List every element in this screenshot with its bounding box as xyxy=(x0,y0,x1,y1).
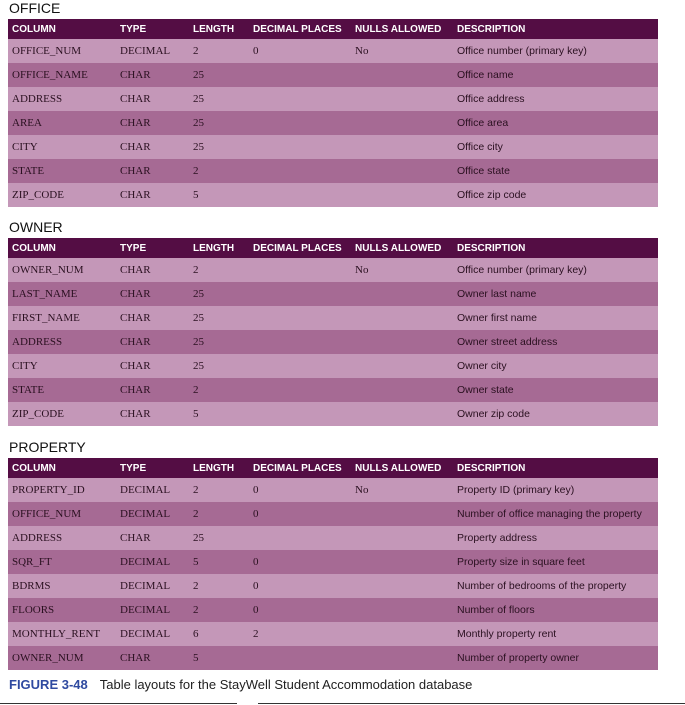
cell-description: Office address xyxy=(453,87,658,111)
cell-description: Owner first name xyxy=(453,306,658,330)
cell-description: Office area xyxy=(453,111,658,135)
cell-column: OFFICE_NUM xyxy=(8,502,116,526)
cell-nulls-allowed xyxy=(351,402,453,426)
cell-nulls-allowed xyxy=(351,111,453,135)
cell-column: CITY xyxy=(8,354,116,378)
cell-length: 25 xyxy=(189,306,249,330)
layout-table xyxy=(8,19,658,207)
cell-column: MONTHLY_RENT xyxy=(8,622,116,646)
table-row xyxy=(8,598,658,622)
table-row xyxy=(8,402,658,426)
column-header: TYPE xyxy=(116,19,189,39)
cell-nulls-allowed xyxy=(351,330,453,354)
cell-type: DECIMAL xyxy=(116,39,189,63)
cell-length: 25 xyxy=(189,330,249,354)
column-header: TYPE xyxy=(116,238,189,258)
table-row xyxy=(8,159,658,183)
cell-type: CHAR xyxy=(116,183,189,207)
cell-nulls-allowed xyxy=(351,306,453,330)
cell-nulls-allowed: No xyxy=(351,39,453,63)
figure-caption-text: Table layouts for the StayWell Student Accommodation database xyxy=(99,677,473,692)
cell-length: 2 xyxy=(189,478,249,502)
cell-type: CHAR xyxy=(116,258,189,282)
cell-type: CHAR xyxy=(116,306,189,330)
cell-nulls-allowed xyxy=(351,354,453,378)
table-row xyxy=(8,354,658,378)
cell-description: Owner city xyxy=(453,354,658,378)
cell-column: AREA xyxy=(8,111,116,135)
cell-nulls-allowed xyxy=(351,282,453,306)
cell-description: Number of office managing the property xyxy=(453,502,658,526)
cell-column: OWNER_NUM xyxy=(8,258,116,282)
cell-description: Office city xyxy=(453,135,658,159)
cell-decimal-places xyxy=(249,282,351,306)
cell-decimal-places: 0 xyxy=(249,574,351,598)
column-header: DECIMAL PLACES xyxy=(249,458,351,478)
cell-decimal-places: 0 xyxy=(249,478,351,502)
cell-description: Owner last name xyxy=(453,282,658,306)
cell-type: CHAR xyxy=(116,135,189,159)
cell-description: Office zip code xyxy=(453,183,658,207)
cell-decimal-places xyxy=(249,378,351,402)
column-header: DECIMAL PLACES xyxy=(249,238,351,258)
cell-decimal-places xyxy=(249,526,351,550)
cell-column: FLOORS xyxy=(8,598,116,622)
column-header: COLUMN xyxy=(8,458,116,478)
table-row xyxy=(8,574,658,598)
cell-type: DECIMAL xyxy=(116,574,189,598)
table-row xyxy=(8,550,658,574)
cell-length: 5 xyxy=(189,402,249,426)
cell-column: ADDRESS xyxy=(8,526,116,550)
column-header: TYPE xyxy=(116,458,189,478)
cell-length: 2 xyxy=(189,378,249,402)
cell-nulls-allowed xyxy=(351,526,453,550)
cell-nulls-allowed xyxy=(351,646,453,670)
cell-length: 5 xyxy=(189,646,249,670)
column-header: DESCRIPTION xyxy=(453,19,658,39)
cell-column: CITY xyxy=(8,135,116,159)
table-row xyxy=(8,306,658,330)
cell-decimal-places xyxy=(249,63,351,87)
cell-nulls-allowed xyxy=(351,378,453,402)
cell-type: CHAR xyxy=(116,402,189,426)
divider xyxy=(0,703,237,704)
cell-nulls-allowed xyxy=(351,183,453,207)
cell-nulls-allowed xyxy=(351,622,453,646)
cell-length: 5 xyxy=(189,550,249,574)
figure-caption xyxy=(9,677,472,692)
cell-decimal-places xyxy=(249,87,351,111)
cell-type: DECIMAL xyxy=(116,502,189,526)
cell-decimal-places xyxy=(249,183,351,207)
table-row xyxy=(8,183,658,207)
cell-nulls-allowed: No xyxy=(351,478,453,502)
cell-column: BDRMS xyxy=(8,574,116,598)
cell-decimal-places xyxy=(249,402,351,426)
cell-description: Number of floors xyxy=(453,598,658,622)
cell-column: OFFICE_NUM xyxy=(8,39,116,63)
section-title: OWNER xyxy=(9,219,63,235)
cell-column: STATE xyxy=(8,159,116,183)
column-header: DECIMAL PLACES xyxy=(249,19,351,39)
cell-column: SQR_FT xyxy=(8,550,116,574)
cell-decimal-places xyxy=(249,135,351,159)
table-row xyxy=(8,378,658,402)
cell-length: 25 xyxy=(189,111,249,135)
cell-length: 25 xyxy=(189,526,249,550)
column-header: COLUMN xyxy=(8,19,116,39)
table-row xyxy=(8,111,658,135)
cell-column: LAST_NAME xyxy=(8,282,116,306)
cell-decimal-places xyxy=(249,646,351,670)
table-row xyxy=(8,39,658,63)
column-header: LENGTH xyxy=(189,238,249,258)
cell-description: Owner zip code xyxy=(453,402,658,426)
cell-nulls-allowed xyxy=(351,550,453,574)
table-row xyxy=(8,502,658,526)
cell-length: 25 xyxy=(189,135,249,159)
cell-type: CHAR xyxy=(116,646,189,670)
cell-description: Number of property owner xyxy=(453,646,658,670)
cell-decimal-places xyxy=(249,111,351,135)
table-row xyxy=(8,63,658,87)
cell-length: 25 xyxy=(189,282,249,306)
header-row xyxy=(8,19,658,39)
cell-description: Office state xyxy=(453,159,658,183)
cell-length: 2 xyxy=(189,39,249,63)
cell-type: DECIMAL xyxy=(116,478,189,502)
header-row xyxy=(8,238,658,258)
cell-decimal-places: 0 xyxy=(249,550,351,574)
cell-nulls-allowed xyxy=(351,574,453,598)
cell-column: ZIP_CODE xyxy=(8,183,116,207)
cell-length: 5 xyxy=(189,183,249,207)
cell-length: 2 xyxy=(189,502,249,526)
cell-description: Office name xyxy=(453,63,658,87)
column-header: NULLS ALLOWED xyxy=(351,19,453,39)
table-row xyxy=(8,258,658,282)
cell-type: CHAR xyxy=(116,282,189,306)
table-row xyxy=(8,330,658,354)
column-header: NULLS ALLOWED xyxy=(351,458,453,478)
cell-description: Property address xyxy=(453,526,658,550)
cell-type: CHAR xyxy=(116,159,189,183)
column-header: COLUMN xyxy=(8,238,116,258)
cell-nulls-allowed xyxy=(351,63,453,87)
section-title: PROPERTY xyxy=(9,439,86,455)
cell-length: 25 xyxy=(189,87,249,111)
cell-decimal-places xyxy=(249,330,351,354)
cell-nulls-allowed xyxy=(351,159,453,183)
cell-nulls-allowed xyxy=(351,598,453,622)
cell-nulls-allowed xyxy=(351,135,453,159)
cell-decimal-places: 0 xyxy=(249,502,351,526)
cell-type: CHAR xyxy=(116,354,189,378)
cell-description: Office number (primary key) xyxy=(453,39,658,63)
cell-length: 2 xyxy=(189,574,249,598)
cell-decimal-places: 0 xyxy=(249,39,351,63)
cell-column: ZIP_CODE xyxy=(8,402,116,426)
cell-length: 25 xyxy=(189,354,249,378)
cell-column: STATE xyxy=(8,378,116,402)
cell-description: Office number (primary key) xyxy=(453,258,658,282)
cell-type: CHAR xyxy=(116,87,189,111)
cell-description: Owner street address xyxy=(453,330,658,354)
cell-decimal-places xyxy=(249,159,351,183)
cell-type: DECIMAL xyxy=(116,598,189,622)
cell-description: Number of bedrooms of the property xyxy=(453,574,658,598)
cell-type: CHAR xyxy=(116,378,189,402)
cell-decimal-places xyxy=(249,258,351,282)
cell-decimal-places xyxy=(249,306,351,330)
table-row xyxy=(8,87,658,111)
column-header: LENGTH xyxy=(189,19,249,39)
cell-column: OWNER_NUM xyxy=(8,646,116,670)
column-header: NULLS ALLOWED xyxy=(351,238,453,258)
header-row xyxy=(8,458,658,478)
table-row xyxy=(8,646,658,670)
cell-type: DECIMAL xyxy=(116,622,189,646)
table-section-office xyxy=(8,0,658,207)
figure-number: FIGURE 3-48 xyxy=(9,677,88,692)
cell-type: CHAR xyxy=(116,330,189,354)
cell-length: 25 xyxy=(189,63,249,87)
cell-decimal-places: 2 xyxy=(249,622,351,646)
cell-description: Monthly property rent xyxy=(453,622,658,646)
cell-decimal-places xyxy=(249,354,351,378)
table-row xyxy=(8,526,658,550)
cell-type: CHAR xyxy=(116,111,189,135)
layout-table xyxy=(8,238,658,426)
table-row xyxy=(8,478,658,502)
cell-description: Property size in square feet xyxy=(453,550,658,574)
cell-description: Owner state xyxy=(453,378,658,402)
column-header: DESCRIPTION xyxy=(453,458,658,478)
cell-nulls-allowed: No xyxy=(351,258,453,282)
table-row xyxy=(8,282,658,306)
column-header: DESCRIPTION xyxy=(453,238,658,258)
section-title: OFFICE xyxy=(9,0,61,16)
cell-length: 2 xyxy=(189,159,249,183)
table-row xyxy=(8,622,658,646)
table-section-owner xyxy=(8,219,658,426)
cell-column: FIRST_NAME xyxy=(8,306,116,330)
divider xyxy=(258,703,685,704)
cell-length: 2 xyxy=(189,598,249,622)
cell-length: 6 xyxy=(189,622,249,646)
cell-column: PROPERTY_ID xyxy=(8,478,116,502)
cell-type: DECIMAL xyxy=(116,550,189,574)
column-header: LENGTH xyxy=(189,458,249,478)
cell-column: OFFICE_NAME xyxy=(8,63,116,87)
cell-length: 2 xyxy=(189,258,249,282)
cell-description: Property ID (primary key) xyxy=(453,478,658,502)
table-row xyxy=(8,135,658,159)
cell-column: ADDRESS xyxy=(8,330,116,354)
table-section-property xyxy=(8,439,658,670)
cell-nulls-allowed xyxy=(351,87,453,111)
cell-type: CHAR xyxy=(116,526,189,550)
layout-table xyxy=(8,458,658,670)
cell-column: ADDRESS xyxy=(8,87,116,111)
cell-decimal-places: 0 xyxy=(249,598,351,622)
cell-type: CHAR xyxy=(116,63,189,87)
cell-nulls-allowed xyxy=(351,502,453,526)
